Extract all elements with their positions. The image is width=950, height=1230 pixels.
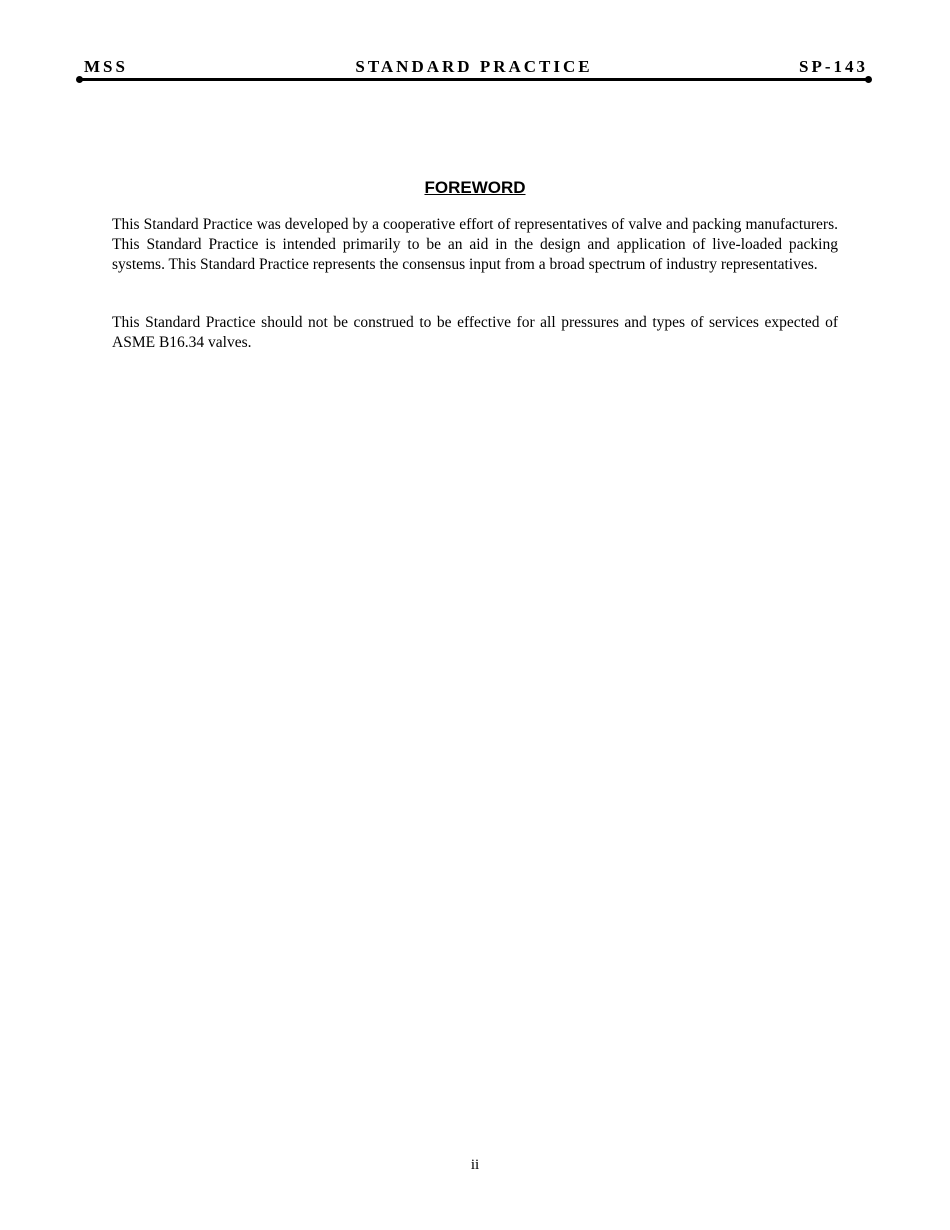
foreword-paragraph-2: This Standard Practice should not be construed to be effective for all pressures and types of services expected of ASME B16.34 valves. [112,314,838,351]
foreword-paragraph-1: This Standard Practice was developed by a cooperative effort of representatives of valve and packing manufacturers. This Standard Practice is intended primarily to be an aid in the design and application of live-loaded packing systems. This Standard Practice represents the consensus input from a broad spectrum of industry representatives. [112,216,838,273]
header-rule [78,78,870,81]
header-document-type: STANDARD PRACTICE [355,57,593,76]
header-rule-right-dot [865,76,872,83]
header-rule-left-dot [76,76,83,83]
header-organization: MSS [84,57,128,76]
header-document-number: SP-143 [799,57,868,76]
page-header [78,56,870,84]
section-title: FOREWORD [424,178,526,197]
page-number: ii [470,1157,480,1173]
